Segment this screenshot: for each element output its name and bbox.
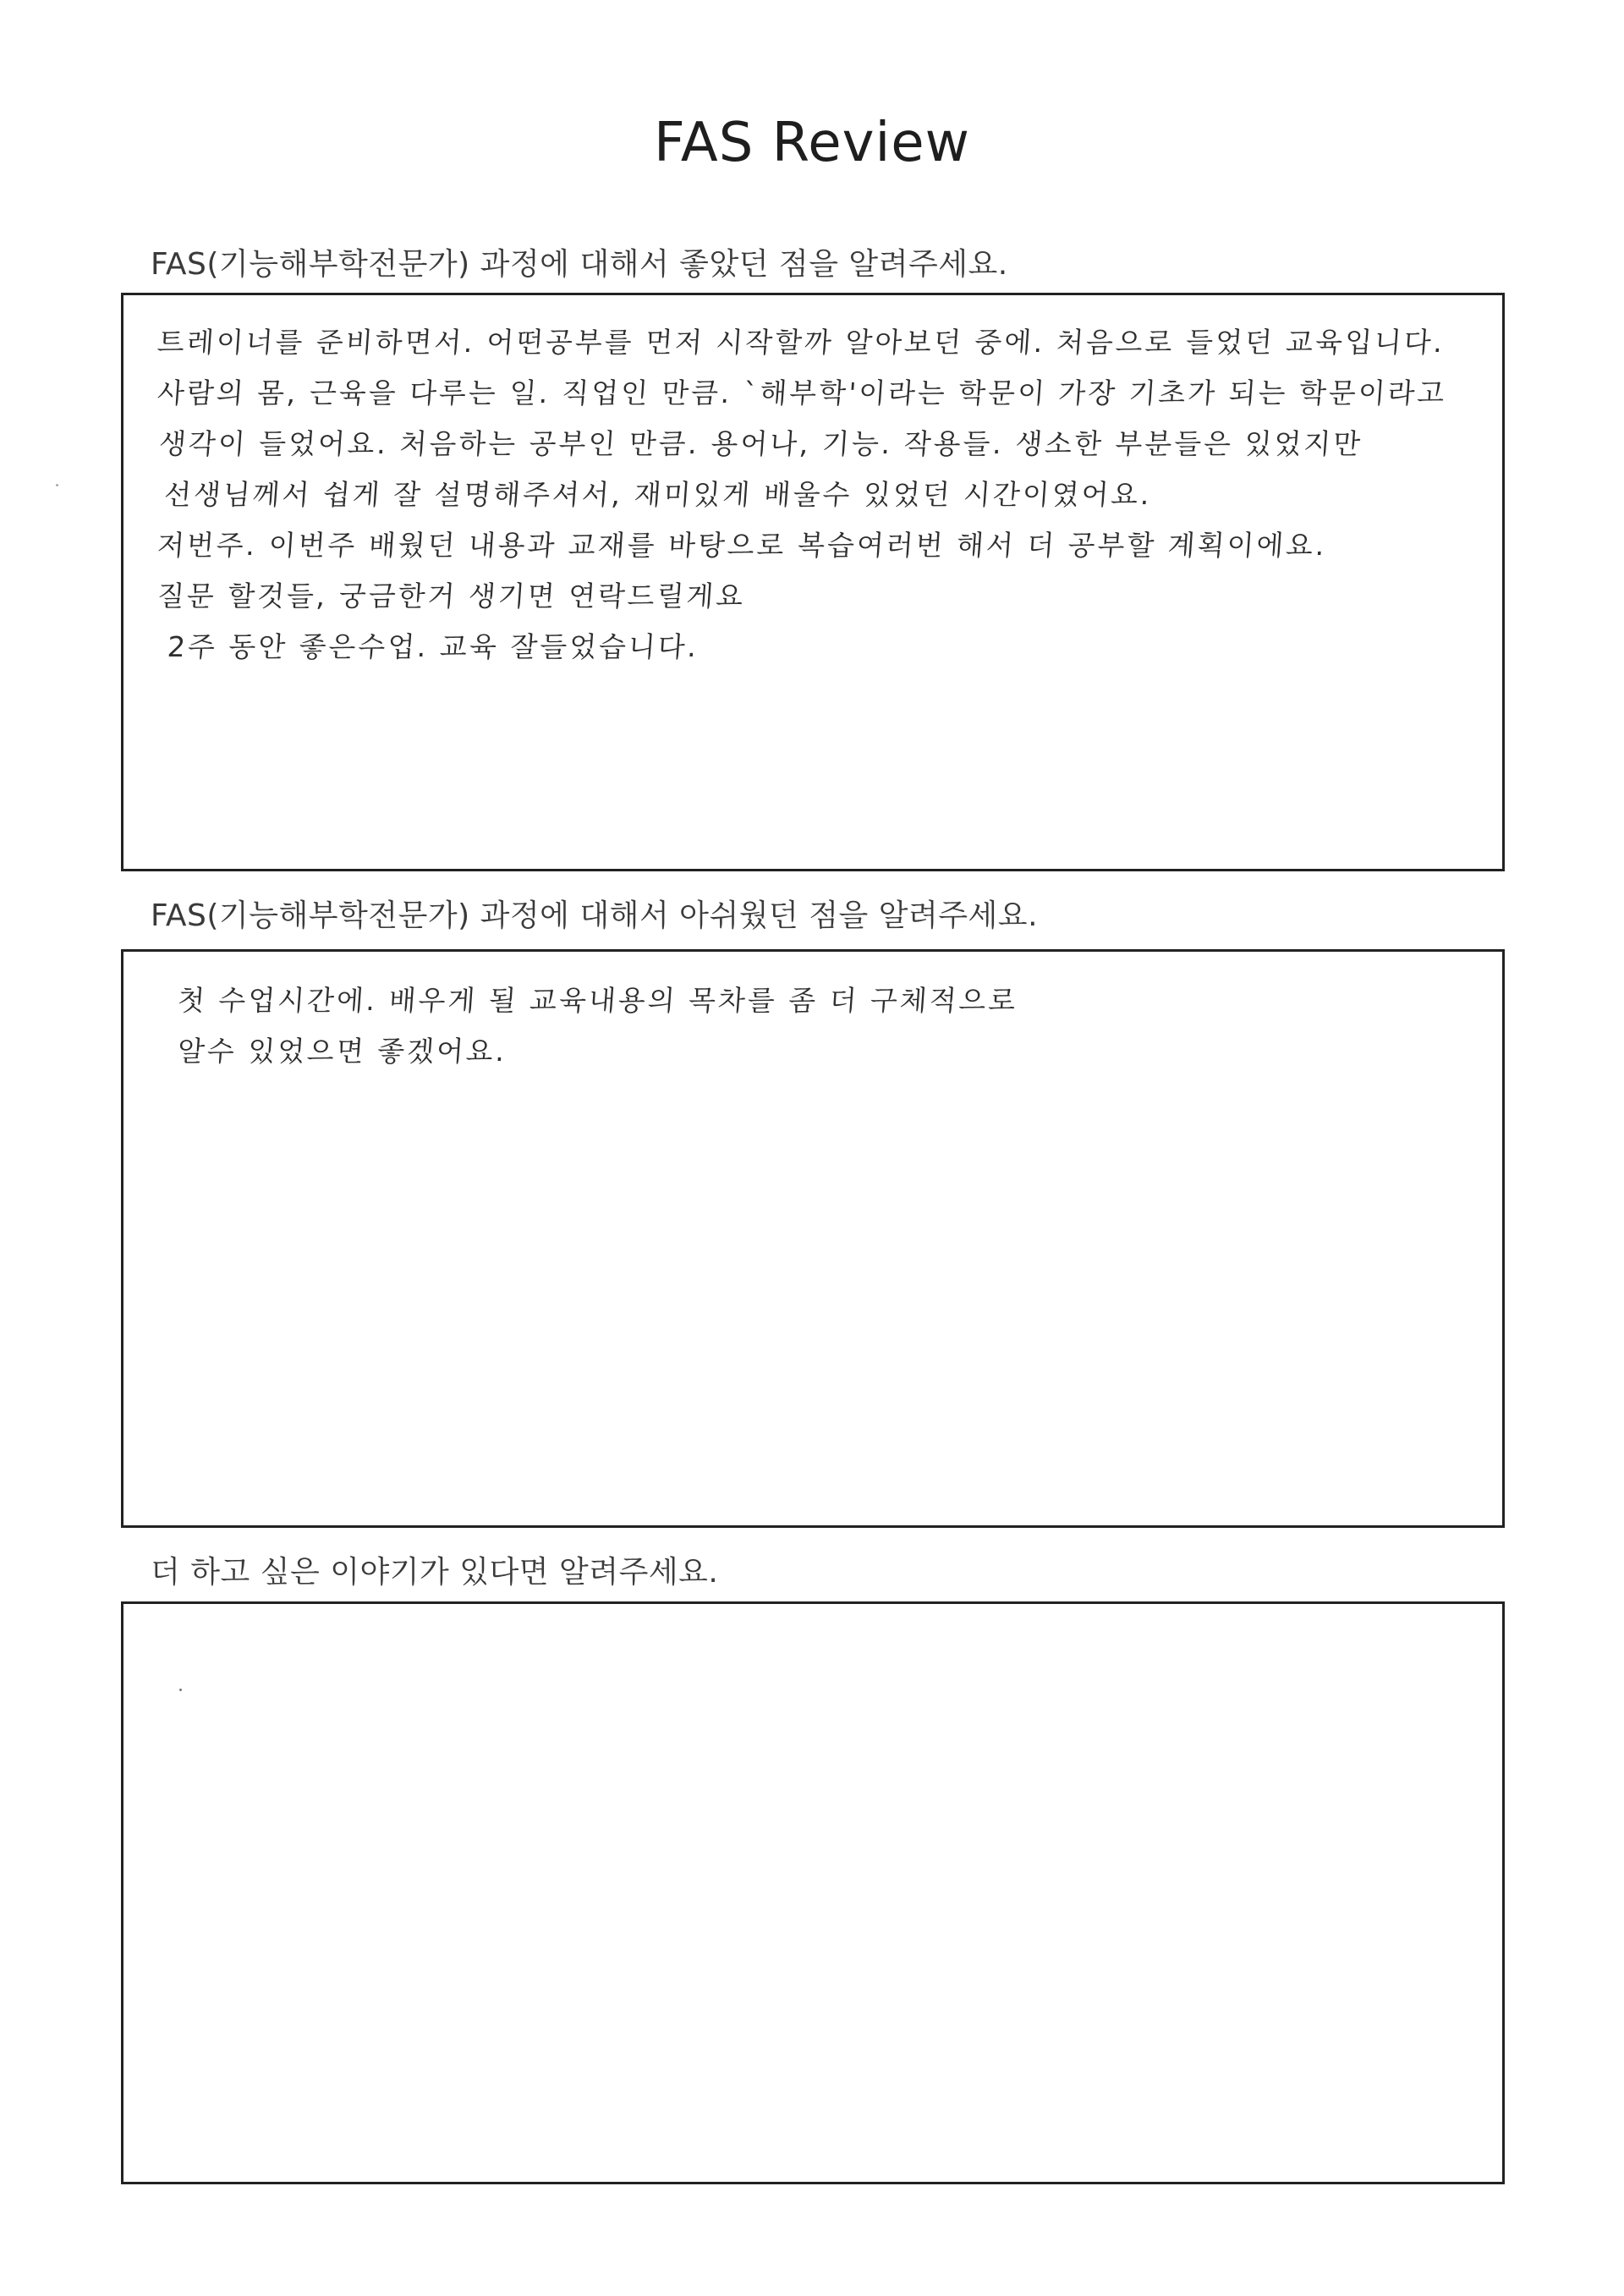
handwritten-answer-liked: [157, 317, 1468, 673]
handwritten-line: 2주 동안 좋은수업. 교육 잘들었습니다.: [166, 630, 700, 663]
handwritten-line: 선생님께서 쉽게 잘 설명해주셔서, 재미있게 배울수 있었던 시간이였어요.: [162, 478, 1154, 511]
stray-mark: [56, 484, 58, 486]
handwritten-line: 사람의 몸, 근육을 다루는 일. 직업인 만큼. `해부학'이라는 학문이 가장 기초가 되는 학문이라고: [156, 376, 1448, 409]
question-disappointing: FAS(기능해부학전문가) 과정에 대해서 아쉬웠던 점을 알려주세요.: [151, 898, 1039, 933]
handwritten-line: 첫 수업시간에. 배우게 될 교육내용의 목차를 좀 더 구체적으로: [176, 984, 1019, 1017]
question-additional: 더 하고 싶은 이야기가 있다면 알려주세요.: [151, 1555, 719, 1590]
answer-box-liked: [121, 293, 1505, 871]
stray-mark: [179, 1689, 182, 1691]
question-liked: FAS(기능해부학전문가) 과정에 대해서 좋았던 점을 알려주세요.: [151, 247, 1008, 282]
handwritten-line: 저번주. 이번주 배웠던 내용과 교재를 바탕으로 복습여러번 해서 더 공부할 계획이에요.: [156, 529, 1329, 562]
handwritten-answer-disappointing: [164, 975, 1468, 1077]
handwritten-line: 생각이 들었어요. 처음하는 공부인 만큼. 용어나, 기능. 작용들. 생소한 부분들은 있었지만: [157, 427, 1364, 460]
answer-box-disappointing: [121, 949, 1505, 1528]
answer-box-additional: [121, 1601, 1505, 2184]
handwritten-line: 알수 있었으면 좋겠어요.: [176, 1035, 508, 1068]
handwritten-line: 트레이너를 준비하면서. 어떤공부를 먼저 시작할까 알아보던 중에. 처음으로 들었던 교육입니다.: [156, 326, 1446, 359]
handwritten-line: 질문 할것들, 궁금한거 생기면 연락드릴게요: [156, 579, 747, 612]
page-title: FAS Review: [653, 112, 971, 174]
